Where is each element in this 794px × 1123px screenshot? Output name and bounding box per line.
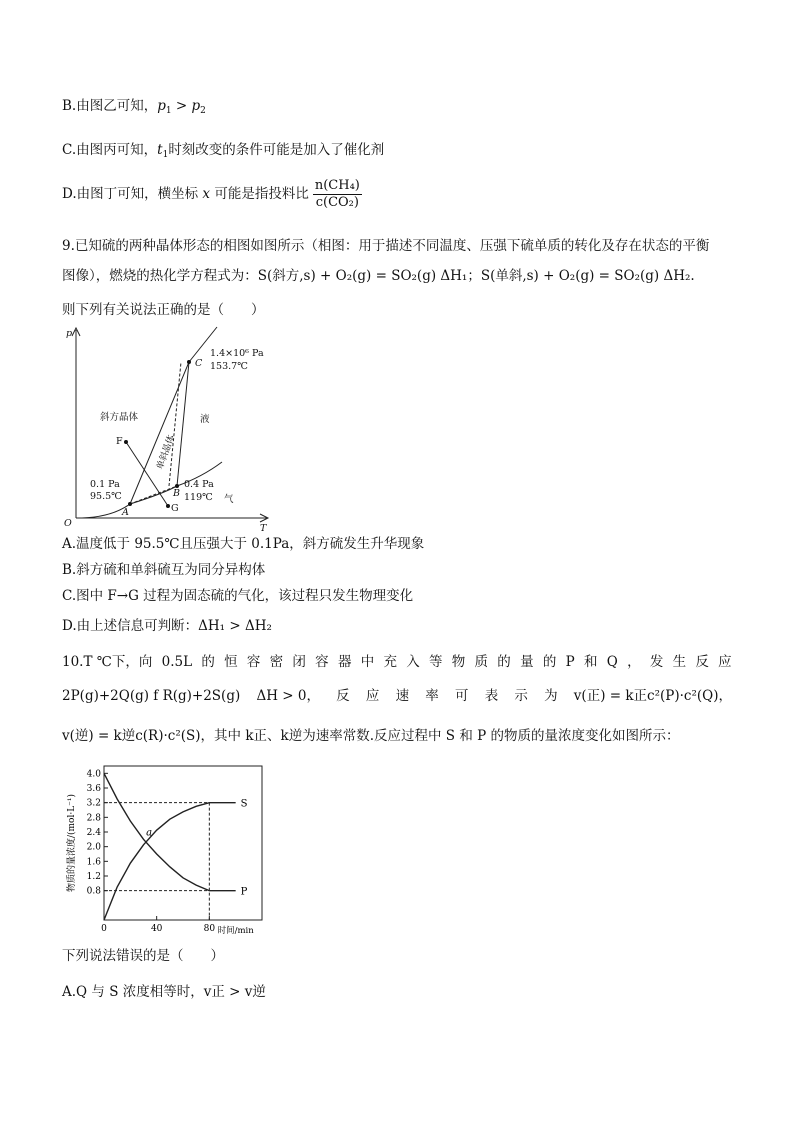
c-pressure: 1.4×10⁶ Pa [210, 348, 264, 359]
q10-line1-token: 恒 [224, 654, 238, 670]
metastable-dash-ab [130, 486, 177, 504]
series-label-s: S [240, 798, 248, 810]
q10-line2-token: 速 [395, 688, 410, 704]
q10-line1-token: 质 [474, 654, 489, 670]
q10-line3: v(逆) = k逆c(R)·c²(S)，其中 k正、k逆为速率常数.反应过程中 S 和 P 的物质的量浓度变化如图所示： [62, 728, 680, 744]
q10-line2-token: 2P(g)+2Q(g) f R(g)+2S(g) [62, 688, 241, 704]
axis-p-label: p [66, 328, 73, 339]
q10-line2-token: 表 [484, 688, 499, 704]
q10-line1-token: P [565, 654, 575, 670]
origin-label: O [64, 518, 72, 529]
y-tick-label: 0.8 [86, 886, 101, 897]
y-axis-label: 物质的量浓度/(mol·L⁻¹) [67, 793, 77, 893]
q10-line2-token: 反 [336, 688, 350, 704]
q10-line1 [62, 652, 732, 672]
q10-line1-token: 容 [315, 654, 329, 670]
c-temperature: 153.7℃ [210, 361, 248, 372]
q10-line2-token: ΔH > 0， [256, 688, 320, 704]
q10-line2-token: 应 [365, 688, 380, 704]
rhombic-monoclinic-line [130, 362, 189, 504]
f-label: F [116, 436, 123, 447]
q10-line1-token: 闭 [292, 654, 306, 670]
q10-line1-token: 密 [269, 654, 284, 670]
q9-option-b: B.斜方硫和单斜硫互为同分异构体 [62, 562, 266, 578]
q10-line1-token: 应 [718, 654, 732, 670]
intersection-annotation: a [146, 827, 153, 839]
point-c [187, 360, 191, 364]
b-label: B [173, 488, 180, 499]
q10-line1-token: 的 [201, 654, 215, 670]
q10-line1-token: ， [627, 654, 641, 670]
x-symbol: x [198, 186, 215, 202]
g-label: G [171, 503, 179, 514]
y-tick-label: 1.2 [86, 872, 101, 882]
q10-line1-token: 和 [583, 654, 598, 670]
y-tick-label: 3.2 [86, 798, 101, 809]
sublimation-curve [82, 462, 222, 518]
t1-subscript: 1 [162, 150, 169, 160]
y-tick-label: 2.0 [86, 842, 101, 853]
c-label: C [195, 358, 203, 369]
y-tick-label: 2.4 [86, 828, 101, 838]
q9-option-c: C.图中 F→G 过程为固态硫的气化，该过程只发生物理变化 [62, 588, 414, 604]
plot-frame [104, 766, 262, 920]
p2-subscript: 2 [200, 106, 206, 116]
region-monoclinic: 单斜晶体 [155, 433, 178, 472]
q10-line1-token: 的 [497, 654, 511, 670]
p1-symbol: p [157, 98, 166, 114]
region-gas: 气 [224, 494, 234, 505]
q10-line1-token: 生 [672, 654, 687, 670]
b-pressure: 0.4 Pa [184, 479, 214, 490]
q10-line1-token: 器 [337, 654, 352, 670]
q10-line2 [62, 686, 732, 706]
series-line-s [104, 803, 236, 920]
gt-operator: > [171, 98, 192, 114]
q10-line1-token: 入 [406, 654, 420, 670]
q10-line2-token: 为 [544, 688, 558, 704]
q10-option-a: A.Q 与 S 浓度相等时，v正 > v逆 [62, 984, 266, 1000]
x-tick-label: 40 [150, 924, 163, 934]
y-tick-label: 3.6 [86, 784, 101, 794]
q10-line1-token: 容 [246, 654, 261, 670]
fraction-denominator: c(CO₂) [315, 195, 359, 210]
b-temperature: 119℃ [184, 492, 213, 503]
q10-line1-token: Q [606, 654, 618, 670]
x-tick-label: 0 [101, 924, 107, 934]
point-g [166, 504, 170, 508]
q9-line2: 图像），燃烧的热化学方程式为：S(斜方,s) + O₂(g) = SO₂(g) ΔH₁；S(单斜,s) + O₂(g) = SO₂(g) ΔH₂. [62, 268, 695, 284]
series-label-p: P [240, 886, 248, 898]
feed-ratio-fraction [313, 178, 362, 211]
axis-t-label: T [260, 523, 267, 532]
q9-line1: 9.已知硫的两种晶体形态的相图如图所示（相图：用于描述不同温度、压强下硫单质的转化及存在状态的平衡 [62, 238, 710, 254]
option-d-prefix: D.由图丁可知，横坐标 [62, 186, 199, 202]
q10-line1-token: 量 [520, 654, 534, 670]
q10-line1-token: 发 [649, 654, 664, 670]
q10-question: 下列说法错误的是（ ） [62, 948, 224, 964]
y-tick-label: 2.8 [86, 813, 101, 824]
q9-option-a: A.温度低于 95.5℃且压强大于 0.1Pa，斜方硫发生升华现象 [62, 536, 425, 552]
concentration-time-chart [62, 758, 322, 938]
q10-line1-token: 充 [383, 654, 397, 670]
q9-option-d: D.由上述信息可判断：ΔH₁ > ΔH₂ [62, 618, 272, 634]
option-d-rest: 可能是指投料比 [214, 186, 309, 202]
option-c-prefix: C.由图丙可知， [62, 142, 158, 158]
q10-line1-token: 的 [542, 654, 557, 670]
point-f [124, 440, 128, 444]
option-b-line [62, 96, 206, 121]
q10-line1-token: 反 [695, 654, 709, 670]
q9-line3: 则下列有关说法正确的是（ ） [62, 302, 265, 318]
q10-line2-token: v(正) = k正c²(P)·c²(Q)， [573, 688, 732, 704]
series-line-p [104, 773, 236, 890]
q10-line2-token: 示 [514, 688, 528, 704]
q10-line1-token: 物 [451, 654, 466, 670]
point-a [128, 502, 132, 506]
region-rhombic: 斜方晶体 [100, 412, 139, 423]
a-pressure: 0.1 Pa [90, 479, 120, 490]
q10-line2-token: 可 [454, 688, 469, 704]
option-c-line [62, 140, 384, 165]
q10-line1-token: 10.T ℃下，向 [62, 654, 153, 670]
a-label: A [122, 507, 129, 518]
option-c-rest: 时刻改变的条件可能是加入了催化剂 [168, 142, 385, 158]
fraction-numerator: n(CH₄) [314, 178, 360, 193]
p2-symbol: p [191, 98, 201, 114]
q10-line2-token: 率 [425, 688, 439, 704]
x-axis-label: 时间/min [217, 926, 254, 936]
q10-line1-token: 0.5L [161, 654, 193, 670]
region-liquid: 液 [200, 414, 210, 425]
p1-subscript: 1 [165, 106, 172, 116]
option-d-line [62, 178, 362, 211]
x-tick-label: 80 [203, 924, 216, 934]
sulfur-phase-diagram [62, 322, 282, 532]
q10-line1-token: 等 [429, 654, 443, 670]
t1-symbol: t [157, 142, 163, 158]
a-temperature: 95.5℃ [90, 491, 122, 502]
option-b-text: B.由图乙可知， [62, 98, 158, 114]
y-tick-label: 1.6 [86, 857, 101, 868]
y-tick-label: 4.0 [86, 769, 101, 780]
q10-line1-token: 中 [360, 654, 375, 670]
